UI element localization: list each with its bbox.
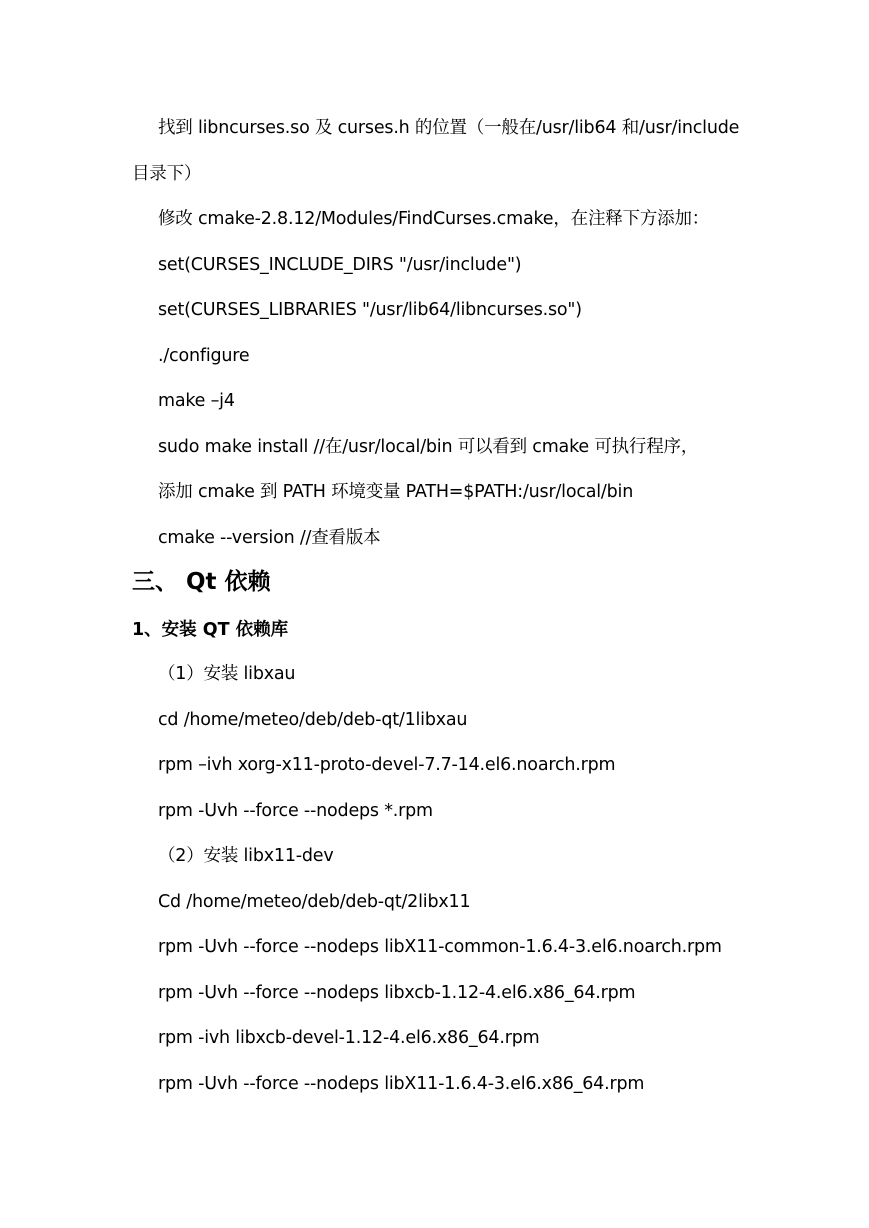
- section-heading: 三、 Qt 依赖: [132, 569, 271, 595]
- code-line-cmake-version: cmake --version //查看版本: [158, 528, 381, 548]
- code-line-include-dirs: set(CURSES_INCLUDE_DIRS "/usr/include"): [158, 255, 522, 275]
- code-line-rpm-proto-devel: rpm –ivh xorg-x11-proto-devel-7.7-14.el6.noarch.rpm: [158, 755, 616, 775]
- paragraph-modify-findcurses: 修改 cmake-2.8.12/Modules/FindCurses.cmake，在注释下方添加：: [158, 209, 710, 229]
- code-line-make-install: sudo make install //在/usr/local/bin 可以看到 cmake 可执行程序，: [158, 437, 699, 457]
- code-line-rpm-libxcb-devel: rpm -ivh libxcb-devel-1.12-4.el6.x86_64.rpm: [158, 1028, 540, 1048]
- paragraph-add-path: 添加 cmake 到 PATH 环境变量 PATH=$PATH:/usr/local/bin: [158, 482, 634, 502]
- paragraph-find-libncurses: 找到 libncurses.so 及 curses.h 的位置（一般在/usr/lib64 和/usr/include: [158, 118, 740, 138]
- code-line-rpm-libx11: rpm -Uvh --force --nodeps libX11-1.6.4-3.el6.x86_64.rpm: [158, 1074, 645, 1094]
- code-line-make: make –j4: [158, 391, 235, 411]
- paragraph-continuation: 目录下）: [132, 164, 202, 184]
- step-heading-libx11: （2）安装 libx11-dev: [158, 846, 334, 866]
- code-line-cd-libxau: cd /home/meteo/deb/deb-qt/1libxau: [158, 710, 468, 730]
- code-line-rpm-libxcb: rpm -Uvh --force --nodeps libxcb-1.12-4.el6.x86_64.rpm: [158, 983, 636, 1003]
- code-line-rpm-all: rpm -Uvh --force --nodeps *.rpm: [158, 801, 433, 821]
- code-line-cd-libx11: Cd /home/meteo/deb/deb-qt/2libx11: [158, 892, 471, 912]
- subsection-heading: 1、安装 QT 依赖库: [132, 620, 289, 640]
- step-heading-libxau: （1）安装 libxau: [158, 664, 296, 684]
- code-line-libraries: set(CURSES_LIBRARIES "/usr/lib64/libncurses.so"): [158, 300, 582, 320]
- code-line-configure: ./configure: [158, 346, 250, 366]
- code-line-rpm-libx11-common: rpm -Uvh --force --nodeps libX11-common-1.6.4-3.el6.noarch.rpm: [158, 937, 722, 957]
